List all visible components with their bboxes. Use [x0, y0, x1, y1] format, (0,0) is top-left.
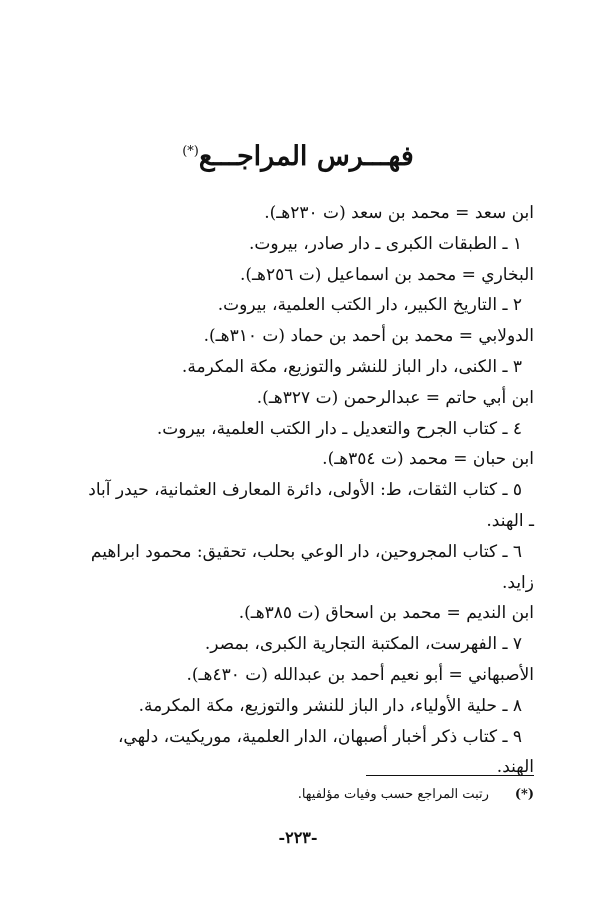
title-footnote-marker: (*) — [182, 144, 199, 159]
reference-item-2: ٢ ـ التاريخ الكبير، دار الكتب العلمية، بيروت. — [217, 295, 522, 316]
reference-item-5: ٥ ـ كتاب الثقات، ط: الأولى، دائرة المعارف العثمانية، حيدر آباد — [88, 480, 522, 501]
author-line-isfahani: الأصبهاني = أبو نعيم أحمد بن عبدالله (ت ٤٣٠هـ). — [186, 664, 534, 685]
reference-item-1: ١ ـ الطبقات الكبرى ـ دار صادر، بيروت. — [248, 233, 522, 254]
author-line-dulabi: الدولابي = محمد بن أحمد بن حماد (ت ٣١٠هـ). — [203, 326, 534, 347]
author-line-bukhari: البخاري = محمد بن اسماعيل (ت ٢٥٦هـ). — [239, 264, 534, 285]
author-line-ibn-abi-hatim: ابن أبي حاتم = عبدالرحمن (ت ٣٢٧هـ). — [256, 387, 534, 408]
reference-item-3: ٣ ـ الكنى، دار الباز للنشر والتوزيع، مكة المكرمة. — [181, 356, 522, 377]
footnote-text: رتبت المراجع حسب وفيات مؤلفيها. — [297, 787, 489, 802]
footnote-marker: (*) — [514, 787, 534, 802]
reference-item-8: ٨ ـ حلية الأولياء، دار الباز للنشر والتوزيع، مكة المكرمة. — [138, 695, 522, 716]
reference-item-5-continuation: ـ الهند. — [486, 510, 534, 531]
author-line-ibn-saad: ابن سعد = محمد بن سعد (ت ٢٣٠هـ). — [264, 203, 534, 223]
footnote-divider — [366, 775, 534, 776]
page-number: -٢٢٣- — [278, 828, 318, 847]
reference-item-6: ٦ ـ كتاب المجروحين، دار الوعي بحلب، تحقيق: محمود ابراهيم — [90, 541, 522, 562]
author-line-ibn-al-nadim: ابن النديم = محمد بن اسحاق (ت ٣٨٥هـ). — [238, 603, 534, 624]
reference-item-4: ٤ ـ كتاب الجرح والتعديل ـ دار الكتب العلمية، بيروت. — [156, 418, 522, 439]
references-list — [56, 198, 534, 783]
reference-item-9: ٩ ـ كتاب ذكر أخبار أصبهان، الدار العلمية، موريكيت، دلهي، — [117, 726, 522, 747]
author-line-ibn-hibban: ابن حبان = محمد (ت ٣٥٤هـ). — [322, 449, 534, 470]
reference-item-6-continuation: زايد. — [502, 572, 534, 593]
page-title — [0, 132, 596, 177]
reference-item-9-continuation: الهند. — [496, 757, 534, 778]
title-text: فهـــرس المراجـــع — [198, 141, 414, 172]
footnote — [56, 784, 534, 806]
reference-item-7: ٧ ـ الفهرست، المكتبة التجارية الكبرى، بمصر. — [204, 634, 522, 655]
